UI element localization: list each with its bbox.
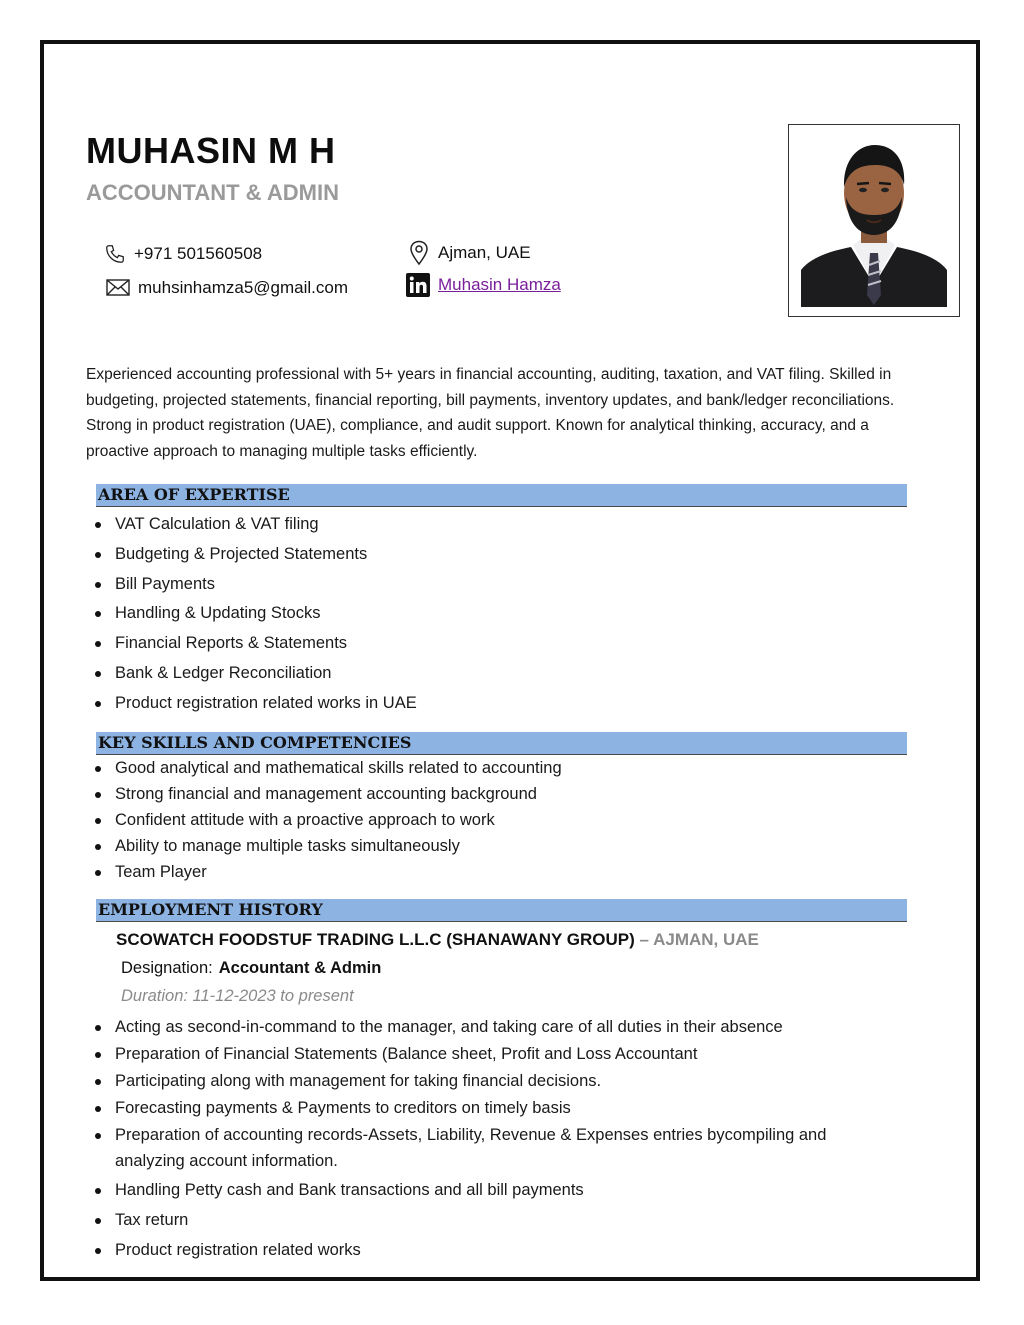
section-heading-expertise: AREA OF EXPERTISE bbox=[96, 484, 907, 507]
contact-phone bbox=[104, 243, 262, 265]
phone-icon bbox=[104, 243, 126, 265]
list-item: Handling & Updating Stocks bbox=[92, 601, 417, 631]
list-item: Strong financial and management accounting background bbox=[92, 784, 562, 810]
list-item: Budgeting & Projected Statements bbox=[92, 542, 417, 572]
company-name bbox=[116, 930, 759, 950]
company-location: – AJMAN, UAE bbox=[634, 930, 759, 949]
designation-value: Accountant & Admin bbox=[218, 959, 382, 977]
list-item: Product registration related works bbox=[92, 1237, 892, 1263]
contact-email bbox=[106, 278, 348, 298]
duties-list bbox=[92, 1014, 892, 1264]
designation-label: Designation: bbox=[121, 959, 213, 977]
portrait-image bbox=[801, 135, 947, 307]
list-item: Good analytical and mathematical skills related to accounting bbox=[92, 758, 562, 784]
list-item: Acting as second-in-command to the manager, and taking care of all duties in their absence bbox=[92, 1014, 892, 1040]
contact-linkedin bbox=[406, 273, 561, 297]
section-heading-skills: KEY SKILLS AND COMPETENCIES bbox=[96, 732, 907, 755]
list-item: Handling Petty cash and Bank transactions and all bill payments bbox=[92, 1177, 892, 1203]
list-item: Product registration related works in UAE bbox=[92, 691, 417, 721]
job-title: ACCOUNTANT & ADMIN bbox=[86, 180, 339, 205]
email-text[interactable]: muhsinhamza5@gmail.com bbox=[138, 278, 349, 297]
company-title: SCOWATCH FOODSTUF TRADING L.L.C (SHANAWANY GROUP) bbox=[116, 930, 635, 949]
list-item: Ability to manage multiple tasks simultaneously bbox=[92, 836, 562, 862]
section-heading-employment: EMPLOYMENT HISTORY bbox=[96, 899, 907, 922]
phone-number: +971 501560508 bbox=[134, 244, 263, 263]
location-text: Ajman, UAE bbox=[438, 243, 531, 262]
list-item: Participating along with management for taking financial decisions. bbox=[92, 1068, 892, 1094]
designation bbox=[121, 959, 381, 978]
linkedin-link[interactable]: Muhasin Hamza bbox=[438, 275, 561, 294]
list-item: Confident attitude with a proactive approach to work bbox=[92, 810, 562, 836]
profile-photo bbox=[788, 124, 960, 317]
professional-summary: Experienced accounting professional with 5+ years in financial accounting, auditing, taxation, and VAT filing. Skilled in budgeting, projected statements, financial reporting, bill payments, inventory updates, and bank/ledger reconciliations. Strong in product registration (UAE), compliance, and audit support. Known for analytical thinking, accuracy, and a proactive approach to managing multiple tasks efficiently. bbox=[86, 366, 895, 460]
list-item: Forecasting payments & Payments to creditors on timely basis bbox=[92, 1095, 892, 1121]
list-item: VAT Calculation & VAT filing bbox=[92, 512, 417, 542]
envelope-icon bbox=[106, 279, 130, 297]
list-item: Bank & Ledger Reconciliation bbox=[92, 661, 417, 691]
list-item: Preparation of Financial Statements (Balance sheet, Profit and Loss Accountant bbox=[92, 1041, 892, 1067]
duration: Duration: 11-12-2023 to present bbox=[121, 987, 354, 1005]
candidate-name: MUHASIN M H bbox=[86, 130, 336, 171]
linkedin-icon bbox=[406, 273, 430, 297]
list-item: Financial Reports & Statements bbox=[92, 631, 417, 661]
contact-location bbox=[408, 240, 531, 266]
skills-list bbox=[92, 758, 562, 888]
expertise-list bbox=[92, 512, 417, 721]
list-item: Tax return bbox=[92, 1207, 892, 1233]
list-item: Team Player bbox=[92, 862, 562, 888]
list-item: Preparation of accounting records-Assets, Liability, Revenue & Expenses entries bycompiling and analyzing account information. bbox=[92, 1122, 892, 1174]
list-item: Bill Payments bbox=[92, 572, 417, 602]
map-pin-icon bbox=[408, 240, 430, 266]
